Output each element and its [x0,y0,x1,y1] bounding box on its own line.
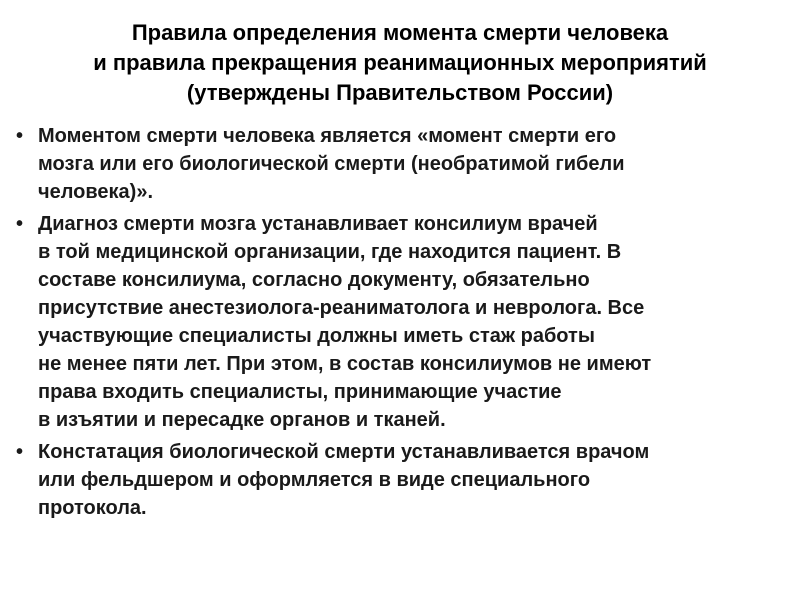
bullet-marker: • [16,441,24,463]
bullet-text-line: Моментом смерти человека является «момент смерти его [38,125,617,147]
bullet-marker: • [16,125,24,147]
slide-title [12,18,788,108]
bullet-text-line: составе консилиума, согласно документу, обязательно [38,269,590,291]
bullet-text-line: мозга или его биологической смерти (необратимой гибели [38,153,625,175]
bullet-text-line: в той медицинской организации, где находится пациент. В [38,241,622,263]
title-line: (утверждены Правительством России) [186,80,614,105]
bullet-text-line: права входить специалисты, принимающие участие [38,381,562,403]
title-line: и правила прекращения реанимационных мероприятий [93,50,707,75]
bullet-list [12,122,788,522]
bullet-text-line: Диагноз смерти мозга устанавливает консилиум врачей [38,213,598,235]
bullet-marker: • [16,213,24,235]
bullet-item [12,122,788,206]
bullet-text-line: или фельдшером и оформляется в виде специального [38,469,591,491]
bullet-text-line: Констатация биологической смерти устанавливается врачом [38,441,650,463]
bullet-text-line: протокола. [38,497,147,519]
bullet-text-line: в изъятии и пересадке органов и тканей. [38,409,446,431]
bullet-text-line: присутствие анестезиолога-реаниматолога и невролога. Все [38,297,645,319]
bullet-text-line: не менее пяти лет. При этом, в состав консилиумов не имеют [38,353,652,375]
bullet-text-line: человека)». [38,181,154,203]
bullet-text-line: участвующие специалисты должны иметь стаж работы [38,325,595,347]
bullet-item [12,438,788,522]
title-line: Правила определения момента смерти человека [131,20,669,45]
bullet-item [12,210,788,434]
